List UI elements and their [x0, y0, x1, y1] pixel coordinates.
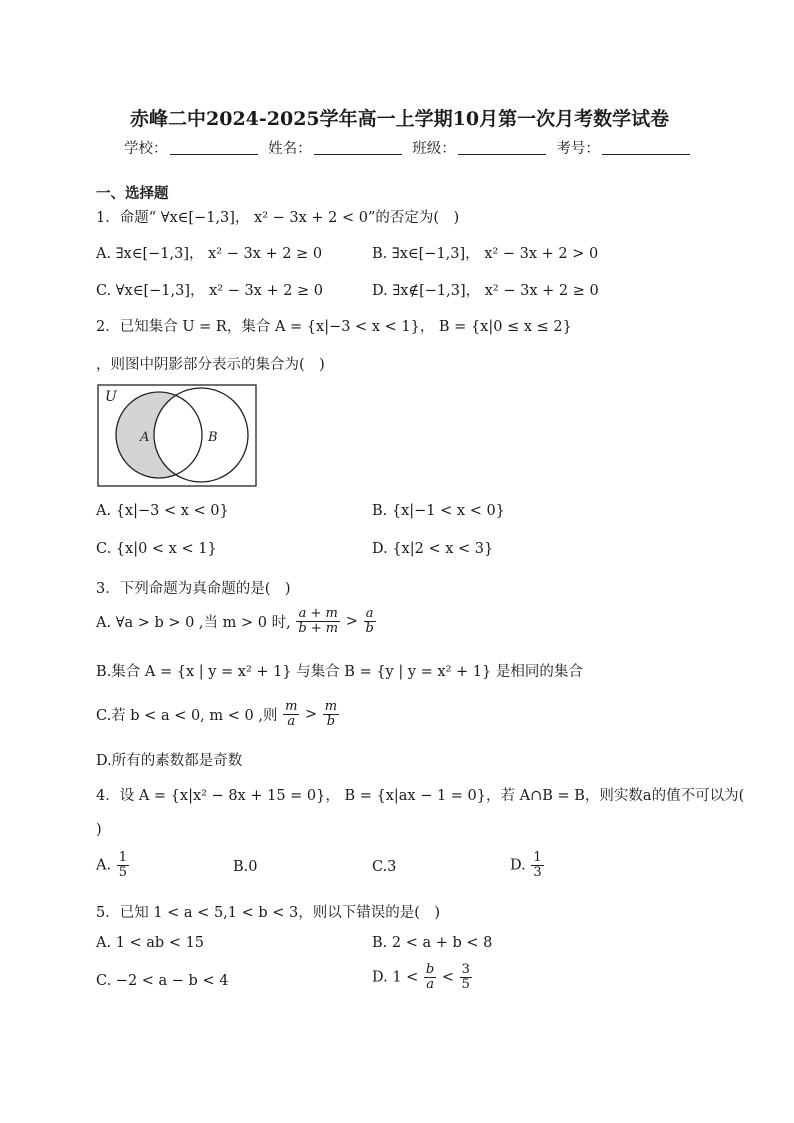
school-blank[interactable] — [170, 140, 258, 155]
q5-d-f1-numerator: b — [425, 962, 435, 977]
q5-d-f1-denominator: a — [426, 977, 434, 992]
name-blank[interactable] — [314, 140, 402, 155]
q2-option-c[interactable]: C. {x|0 < x < 1} — [96, 541, 217, 557]
q3-c-f2-numerator: m — [324, 699, 338, 714]
q3-c-text: C.若 b < a < 0, m < 0 ,则 — [96, 708, 278, 724]
q4-stem-continued: ) — [96, 822, 102, 838]
q4-d-label: D. — [510, 857, 526, 874]
q3-a-f1-numerator: a + m — [296, 607, 340, 622]
venn-label-a: A — [140, 430, 150, 445]
q3-a-gt: > — [345, 613, 358, 630]
q4-option-b[interactable]: B.0 — [233, 859, 258, 875]
venn-diagram — [97, 384, 259, 488]
q3-c-fraction-1 — [283, 700, 299, 729]
q4-d-numerator: 1 — [533, 850, 542, 865]
school-label: 学校： — [124, 141, 168, 157]
q2-option-d[interactable]: D. {x|2 < x < 3} — [372, 541, 494, 557]
q5-d-text: D. 1 < — [372, 969, 419, 986]
q4-a-numerator: 1 — [118, 850, 127, 865]
q5-d-f2-numerator: 3 — [461, 962, 470, 977]
venn-label-b: B — [208, 430, 218, 445]
q3-c-f1-numerator: m — [285, 699, 298, 714]
q3-option-c[interactable] — [96, 700, 340, 729]
q2-option-b[interactable]: B. {x|−1 < x < 0} — [372, 503, 505, 519]
q1-option-d[interactable]: D. ∃x∉[−1,3]， x² − 3x + 2 ≥ 0 — [372, 283, 599, 299]
q4-d-denominator: 3 — [533, 865, 542, 880]
q3-a-text: A. ∀a > b > 0 ,当 m > 0 时, — [96, 615, 291, 631]
q4-a-label: A. — [96, 857, 112, 874]
venn-label-u: U — [105, 389, 117, 405]
q5-option-a[interactable]: A. 1 < ab < 15 — [96, 935, 205, 951]
q5-d-fraction-1 — [424, 963, 436, 992]
q3-c-f2-denominator: b — [326, 714, 336, 729]
q4-stem: 4．设 A = {x|x² − 8x + 15 = 0}， B = {x|ax − 1 = 0}，若 A∩B = B，则实数a的值不可以为( — [96, 788, 745, 804]
q3-a-fraction-2 — [364, 607, 376, 636]
q2-stem: 2．已知集合 U = R，集合 A = {x|−3 < x < 1}， B = {x|0 ≤ x ≤ 2} — [96, 319, 572, 335]
q5-option-d[interactable] — [372, 963, 473, 992]
q5-d-lt: < — [441, 969, 455, 986]
q3-c-f1-denominator: a — [287, 714, 296, 729]
q4-option-d[interactable] — [510, 851, 545, 880]
exam-number-blank[interactable] — [602, 140, 690, 155]
q2-option-a[interactable]: A. {x|−3 < x < 0} — [96, 503, 229, 519]
q4-d-fraction — [531, 851, 543, 880]
exam-title: 赤峰二中2024-2025学年高一上学期10月第一次月考数学试卷 — [130, 108, 670, 130]
q3-option-b[interactable]: B.集合 A = {x | y = x² + 1} 与集合 B = {y | y = x² + 1} 是相同的集合 — [96, 664, 583, 680]
q1-option-b[interactable]: B. ∃x∈[−1,3]， x² − 3x + 2 > 0 — [372, 246, 599, 262]
student-info-fields — [124, 137, 696, 158]
q3-a-fraction-1 — [296, 607, 340, 636]
section-heading: 一、选择题 — [96, 185, 169, 202]
q4-option-a[interactable] — [96, 851, 130, 880]
q5-d-fraction-2 — [460, 963, 472, 992]
q1-option-c[interactable]: C. ∀x∈[−1,3]， x² − 3x + 2 ≥ 0 — [96, 283, 324, 299]
q5-stem: 5．已知 1 < a < 5,1 < b < 3，则以下错误的是( ) — [96, 905, 441, 921]
q4-a-fraction — [117, 851, 129, 880]
q5-d-f2-denominator: 5 — [461, 977, 470, 992]
q1-option-a[interactable]: A. ∃x∈[−1,3]， x² − 3x + 2 ≥ 0 — [96, 246, 323, 262]
class-label: 班级： — [412, 141, 456, 157]
q5-option-b[interactable]: B. 2 < a + b < 8 — [372, 935, 493, 951]
exam-number-label: 考号： — [556, 141, 600, 157]
q5-option-c[interactable]: C. −2 < a − b < 4 — [96, 973, 229, 989]
q4-option-c[interactable]: C.3 — [372, 859, 397, 875]
q3-a-f1-denominator: b + m — [298, 621, 339, 636]
q3-stem: 3．下列命题为真命题的是( ) — [96, 581, 291, 597]
class-blank[interactable] — [458, 140, 546, 155]
q1-stem: 1．命题“ ∀x∈[−1,3]， x² − 3x + 2 < 0”的否定为( ) — [96, 210, 460, 226]
name-label: 姓名： — [268, 141, 312, 157]
q4-a-denominator: 5 — [118, 865, 127, 880]
q3-a-f2-denominator: b — [365, 621, 374, 636]
q3-a-f2-numerator: a — [364, 607, 376, 622]
q3-c-gt: > — [305, 706, 318, 723]
q2-stem-continued: ，则图中阴影部分表示的集合为( ) — [96, 357, 325, 373]
q3-option-a[interactable] — [96, 607, 377, 636]
q3-c-fraction-2 — [323, 700, 339, 729]
q3-option-d[interactable]: D.所有的素数都是奇数 — [96, 753, 243, 769]
